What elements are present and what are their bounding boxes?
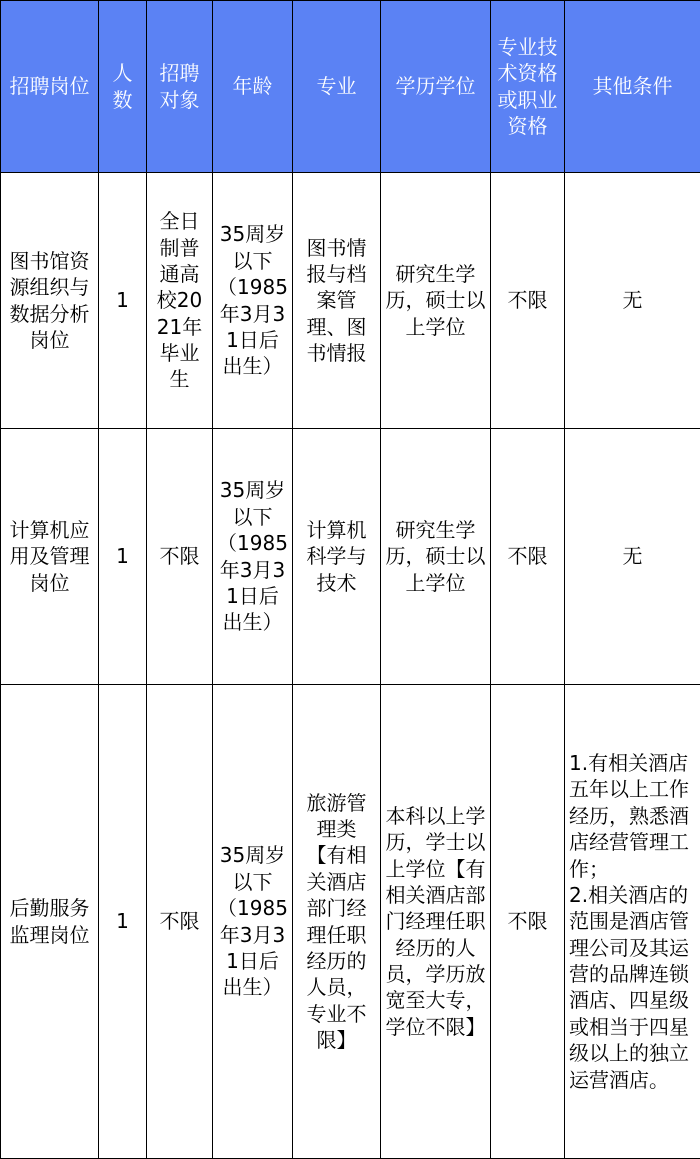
cell-target: 不限: [147, 429, 213, 685]
cell-age: 35周岁以下（1985年3月31日后出生）: [213, 429, 293, 685]
cell-age: 35周岁以下（1985年3月31日后出生）: [213, 685, 293, 1159]
header-count: 人数: [99, 1, 147, 173]
table-row: [1, 173, 700, 429]
cell-age: 35周岁以下（1985年3月31日后出生）: [213, 173, 293, 429]
header-other: 其他条件: [565, 1, 700, 173]
cell-education: 研究生学历，硕士以上学位: [381, 429, 491, 685]
header-position: 招聘岗位: [1, 1, 99, 173]
header-major: 专业: [293, 1, 381, 173]
cell-position: 图书馆资源组织与数据分析岗位: [1, 173, 99, 429]
cell-target: 不限: [147, 685, 213, 1159]
cell-position: 计算机应用及管理岗位: [1, 429, 99, 685]
cell-qualification: 不限: [491, 685, 565, 1159]
cell-major: 图书情报与档案管理、图书情报: [293, 173, 381, 429]
cell-other: 1.有相关酒店五年以上工作经历，熟悉酒店经营管理工作； 2.相关酒店的范围是酒店管理公司及其运营的品牌连锁酒店、四星级或相当于四星级以上的独立运营酒店。: [565, 685, 700, 1159]
table-header-row: [1, 1, 700, 173]
table-row: [1, 685, 700, 1159]
cell-count: 1: [99, 685, 147, 1159]
header-qualification: 专业技术资格或职业资格: [491, 1, 565, 173]
cell-other: 无: [565, 173, 700, 429]
cell-target: 全日制普通高校2021年毕业生: [147, 173, 213, 429]
cell-position: 后勤服务监理岗位: [1, 685, 99, 1159]
cell-qualification: 不限: [491, 429, 565, 685]
header-age: 年龄: [213, 1, 293, 173]
cell-other: 无: [565, 429, 700, 685]
header-education: 学历学位: [381, 1, 491, 173]
cell-education: 本科以上学历，学士以上学位【有相关酒店部门经理任职经历的人员，学历放宽至大专，学位不限】: [381, 685, 491, 1159]
table-row: [1, 429, 700, 685]
cell-count: 1: [99, 429, 147, 685]
cell-education: 研究生学历，硕士以上学位: [381, 173, 491, 429]
cell-major: 计算机科学与技术: [293, 429, 381, 685]
cell-count: 1: [99, 173, 147, 429]
header-target: 招聘对象: [147, 1, 213, 173]
cell-qualification: 不限: [491, 173, 565, 429]
cell-major: 旅游管理类【有相关酒店部门经理任职经历的人员，专业不限】: [293, 685, 381, 1159]
